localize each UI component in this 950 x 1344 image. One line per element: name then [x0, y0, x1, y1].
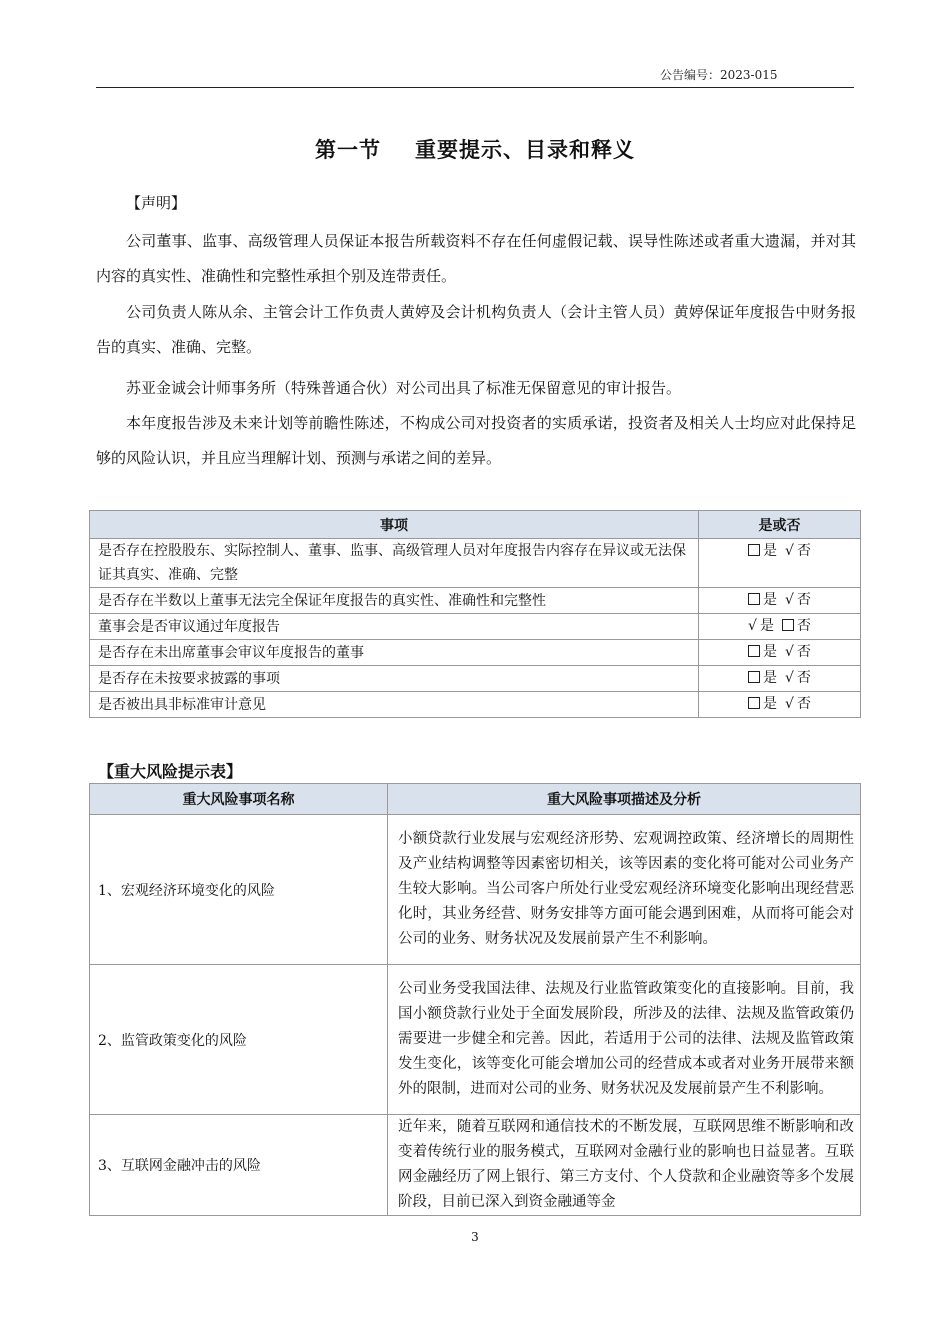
- risk-description-text: 近年来，随着互联网和通信技术的不断发展，互联网思维不断影响和改变着传统行业的服务模式，互联网对金融行业的影响也日益显著。互联网金融经历了网上银行、第三方支付、个人贷款和企业融资等多个发展阶段，目前已深入到资金融通等金: [398, 1119, 854, 1210]
- checkmark-icon: √: [748, 618, 757, 634]
- option-yes: [748, 644, 777, 660]
- checkbox-icon: [748, 697, 760, 709]
- column-header-risk-desc: 重大风险事项描述及分析: [388, 784, 861, 815]
- declaration-answer: [699, 588, 861, 614]
- declaration-item: 是否存在未按要求披露的事项: [90, 666, 699, 692]
- table-row: [90, 965, 861, 1115]
- risk-description: 公司业务受我国法律、法规及行业监管政策变化的直接影响。目前，我国小额贷款行业处于全面发展阶段，所涉及的法律、法规及监管政策仍需要进一步健全和完善。因此，若适用于公司的法律、法规及监管政策发生变化，该等变化可能会增加公司的经营成本或者对业务开展带来额外的限制，进而对公司的业务、财务状况及发展前景产生不利影响。: [388, 965, 861, 1115]
- option-yes-label: 是: [763, 696, 778, 712]
- checkmark-icon: √: [785, 592, 794, 608]
- declaration-item: 董事会是否审议通过年度报告: [90, 614, 699, 640]
- option-no-label: 否: [796, 618, 811, 634]
- risk-description: [388, 1115, 861, 1216]
- declaration-item: 是否存在半数以上董事无法完全保证年度报告的真实性、准确性和完整性: [90, 588, 699, 614]
- option-no: [785, 592, 811, 608]
- option-yes: [748, 543, 777, 559]
- option-no: [785, 644, 811, 660]
- declaration-answer: [699, 666, 861, 692]
- page-number: 3: [471, 1230, 479, 1244]
- risk-name: 3、互联网金融冲击的风险: [90, 1115, 388, 1216]
- option-yes: [748, 670, 777, 686]
- table-row: [90, 692, 861, 718]
- risk-name: 1、宏观经济环境变化的风险: [90, 815, 388, 965]
- table-row: [90, 588, 861, 614]
- option-yes: [748, 696, 777, 712]
- checkbox-icon: [748, 593, 760, 605]
- section-title: [0, 134, 950, 164]
- option-yes-label: 是: [763, 644, 778, 660]
- declaration-answer: [699, 692, 861, 718]
- checkmark-icon: √: [785, 670, 794, 686]
- option-no: [782, 618, 811, 634]
- option-yes-label: 是: [759, 618, 774, 634]
- checkbox-icon: [748, 544, 760, 556]
- statement-paragraph: 公司负责人陈从余、主管会计工作负责人黄婷及会计机构负责人（会计主管人员）黄婷保证年度报告中财务报告的真实、准确、完整。: [96, 303, 856, 356]
- table-row: [90, 539, 861, 588]
- declaration-answer: [699, 539, 861, 588]
- option-no-label: 否: [796, 644, 811, 660]
- table-row: [90, 614, 861, 640]
- option-no-label: 否: [796, 670, 811, 686]
- risk-description: 小额贷款行业发展与宏观经济形势、宏观调控政策、经济增长的周期性及产业结构调整等因素密切相关，该等因素的变化将可能对公司业务产生较大影响。当公司客户所处行业受宏观经济环境变化影响出现经营恶化时，其业务经营、财务安排等方面可能会遇到困难，从而将可能会对公司的业务、财务状况及发展前景产生不利影响。: [388, 815, 861, 965]
- statement-paragraph: 苏亚金诚会计师事务所（特殊普通合伙）对公司出具了标准无保留意见的审计报告。: [126, 379, 682, 397]
- statement-paragraph: 公司董事、监事、高级管理人员保证本报告所载资料不存在任何虚假记载、误导性陈述或者重大遗漏，并对其内容的真实性、准确性和完整性承担个别及连带责任。: [96, 232, 856, 285]
- option-yes-label: 是: [763, 670, 778, 686]
- option-no-label: 否: [796, 696, 811, 712]
- declaration-item: 是否存在未出席董事会审议年度报告的董事: [90, 640, 699, 666]
- announcement-number: 公告编号：2023-015: [660, 68, 778, 82]
- declaration-item: 是否被出具非标准审计意见: [90, 692, 699, 718]
- declaration-table: [89, 510, 861, 718]
- table-row: [90, 1115, 861, 1216]
- declaration-answer: [699, 640, 861, 666]
- option-yes: [748, 592, 777, 608]
- option-no-label: 否: [796, 592, 811, 608]
- checkmark-icon: √: [785, 543, 794, 559]
- declaration-answer: [699, 614, 861, 640]
- option-no: [785, 670, 811, 686]
- risk-name: 2、监管政策变化的风险: [90, 965, 388, 1115]
- table-row: [90, 666, 861, 692]
- option-yes-label: 是: [763, 543, 778, 559]
- declaration-item: 是否存在控股股东、实际控制人、董事、监事、高级管理人员对年度报告内容存在异议或无法保证其真实、准确、完整: [90, 539, 699, 588]
- option-no: [785, 696, 811, 712]
- checkbox-icon: [782, 619, 794, 631]
- column-header-risk-name: 重大风险事项名称: [90, 784, 388, 815]
- checkbox-icon: [748, 671, 760, 683]
- statement-paragraph: 本年度报告涉及未来计划等前瞻性陈述，不构成公司对投资者的实质承诺，投资者及相关人士均应对此保持足够的风险认识，并且应当理解计划、预测与承诺之间的差异。: [96, 414, 856, 467]
- statement-heading: 【声明】: [126, 194, 187, 212]
- risk-table-heading: 【重大风险提示表】: [98, 762, 243, 781]
- column-header-answer: 是或否: [699, 511, 861, 539]
- section-name: 重要提示、目录和释义: [415, 138, 635, 162]
- column-header-item: 事项: [90, 511, 699, 539]
- option-yes-label: 是: [763, 592, 778, 608]
- option-yes: [748, 618, 774, 634]
- checkmark-icon: √: [785, 696, 794, 712]
- checkbox-icon: [748, 645, 760, 657]
- checkmark-icon: √: [785, 644, 794, 660]
- header-divider: [96, 87, 854, 88]
- section-number: 第一节: [315, 138, 381, 162]
- table-row: [90, 815, 861, 965]
- risk-table: [89, 783, 861, 1216]
- option-no-label: 否: [796, 543, 811, 559]
- option-no: [785, 543, 811, 559]
- table-row: [90, 640, 861, 666]
